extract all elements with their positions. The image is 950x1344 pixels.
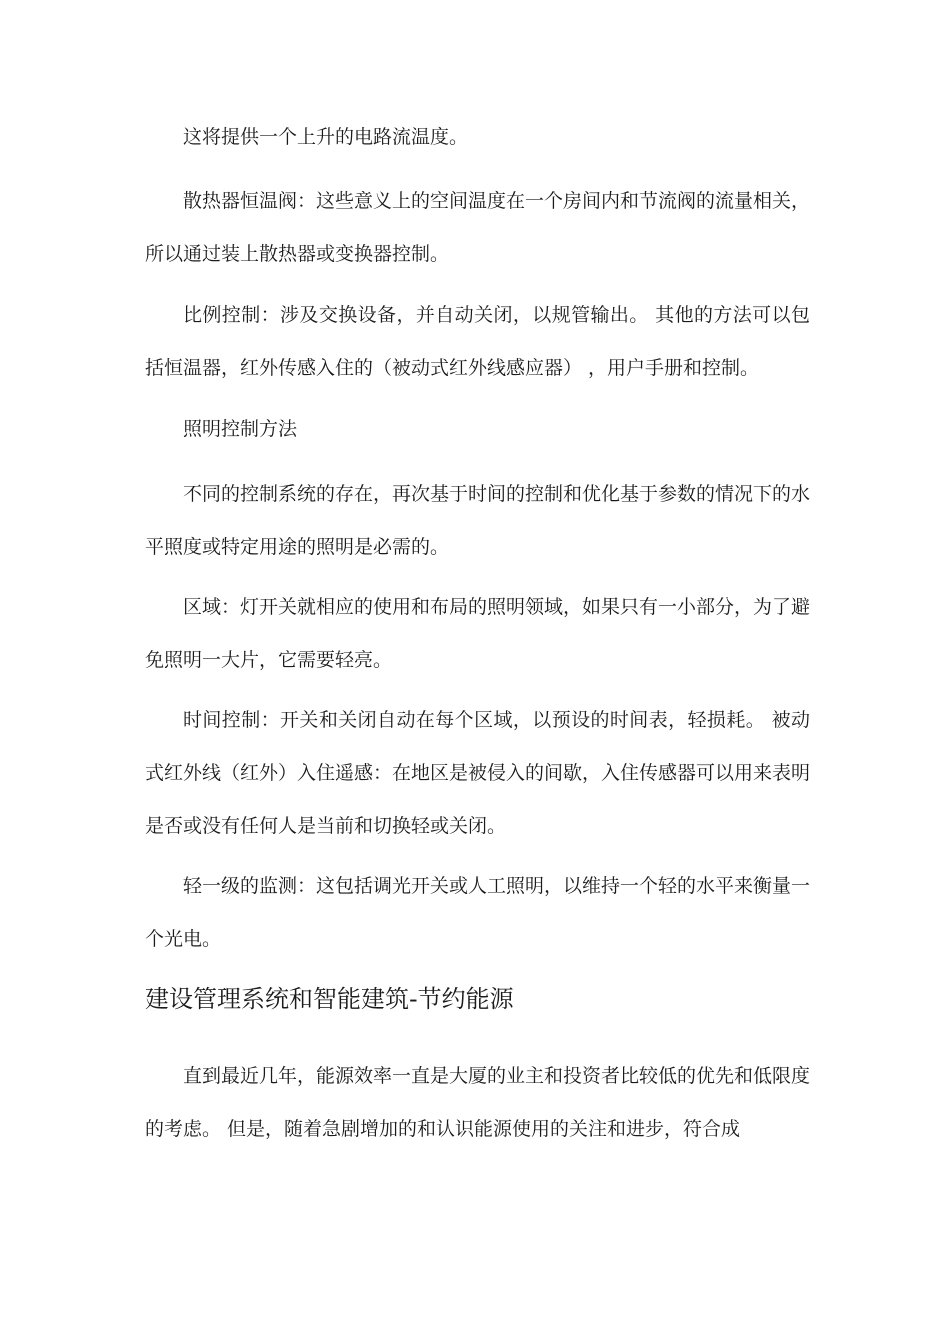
paragraph-light-monitoring: 轻一级的监测：这包括调光开关或人工照明，以维持一个轻的水平来衡量一个光电。: [145, 875, 811, 950]
section-heading: 建设管理系统和智能建筑-节约能源: [145, 985, 514, 1013]
paragraph-control-systems: 不同的控制系统的存在，再次基于时间的控制和优化基于参数的情况下的水平照度或特定用途的照明是必需的。: [145, 483, 811, 558]
paragraph-zones: 区域：灯开关就相应的使用和布局的照明领域，如果只有一小部分，为了避免照明一大片，它需要轻亮。: [145, 596, 811, 671]
paragraph-lighting-methods: 照明控制方法: [183, 418, 298, 440]
paragraph-flow-temperature: 这将提供一个上升的电路流温度。: [183, 126, 469, 148]
paragraph-radiator-valve: 散热器恒温阀：这些意义上的空间温度在一个房间内和节流阀的流量相关，所以通过装上散热器或变换器控制。: [145, 190, 811, 265]
paragraph-energy-efficiency: 直到最近几年，能源效率一直是大厦的业主和投资者比较低的优先和低限度的考虑。 但是，随着急剧增加的和认识能源使用的关注和进步，符合成: [145, 1065, 811, 1140]
paragraph-proportional-control: 比例控制：涉及交换设备，并自动关闭，以规管输出。 其他的方法可以包括恒温器，红外传感入住的（被动式红外线感应器） ，用户手册和控制。: [145, 304, 810, 379]
paragraph-time-control: 时间控制：开关和关闭自动在每个区域，以预设的时间表，轻损耗。 被动式红外线（红外）入住遥感：在地区是被侵入的间歇，入住传感器可以用来表明是否或没有任何人是当前和切换轻或关闭。: [145, 709, 811, 837]
